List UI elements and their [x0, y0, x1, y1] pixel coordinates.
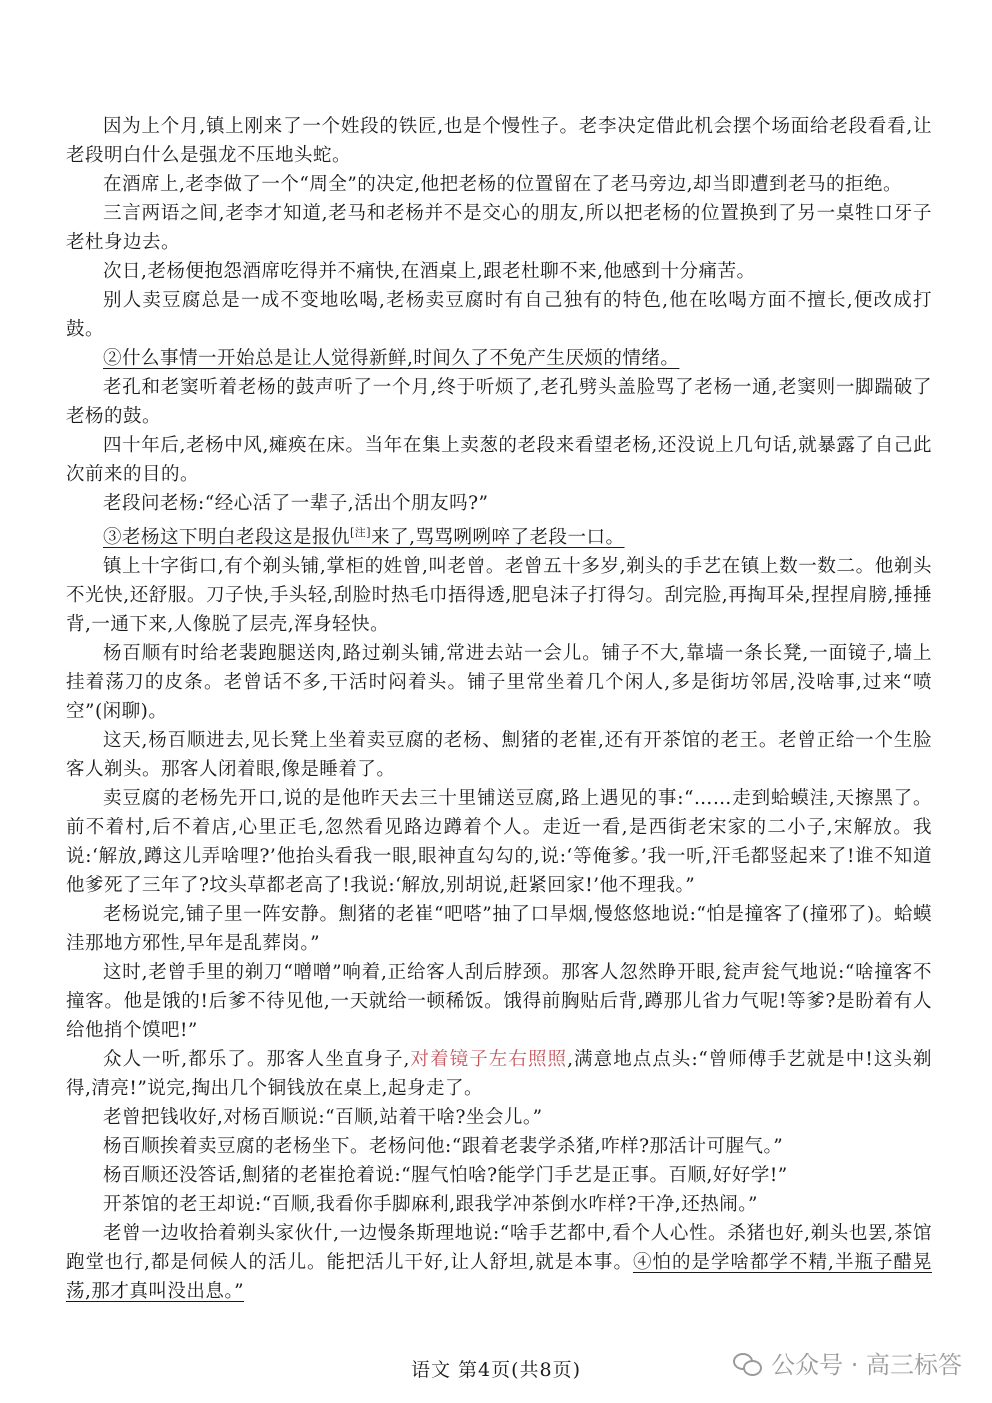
paragraph: 老孔和老窦听着老杨的鼓声听了一个月,终于听烦了,老孔劈头盖脸骂了老杨一通,老窦则一脚踹破了老杨的鼓。 [66, 377, 932, 427]
paragraph: 镇上十字街口,有个剃头铺,掌柜的姓曾,叫老曾。老曾五十多岁,剃头的手艺在镇上数一数二。他剃头不光快,还舒服。刀子快,手头轻,刮脸时热毛巾捂得透,肥皂沫子打得匀。刮完脸,再掏耳朵,捏捏肩膀,捶捶背,一通下来,人像脱了层壳,浑身轻快。 [66, 556, 932, 636]
underlined-sentence: ②什么事情一开始总是让人觉得新鲜,时间久了不免产生厌烦的情绪。 [103, 348, 680, 369]
watermark [733, 1345, 962, 1380]
paragraph: 卖豆腐的老杨先开口,说的是他昨天去三十里铺送豆腐,路上遇见的事:“……走到蛤蟆洼,天擦黑了。前不着村,后不着店,心里正毛,忽然看见路边蹲着个人。走近一看,是西街老宋家的二小子,宋解放。我说:‘解放,蹲这儿弄啥哩?’他抬头看我一眼,眼神直勾勾的,说:‘等俺爹。’我一听,汗毛都竖起来了!谁不知道他爹死了三年了?坟头草都老高了!我说:‘解放,别胡说,赶紧回家!’他不理我。” [66, 788, 932, 897]
sentence-part: 老曾一边收拾着剃头家伙什,一边慢条斯理地说:“啥手艺都中,看个人心性。杀猪也好,剃头也罢,茶馆跑堂也行,都是伺候人的活儿。能把活儿干好,让人舒坦,就是本事。 [66, 1223, 932, 1274]
paragraph: 三言两语之间,老李才知道,老马和老杨并不是交心的朋友,所以把老杨的位置换到了另一桌牲口牙子老杜身边去。 [66, 203, 932, 253]
paragraph: 杨百顺有时给老裴跑腿送肉,路过剃头铺,常进去站一会儿。铺子不大,靠墙一条长凳,一面镜子,墙上挂着荡刀的皮条。老曾话不多,干活时闷着头。铺子里常坐着几个闲人,多是街坊邻居,没啥事,过来“喷空”(闲聊)。 [66, 643, 932, 723]
paragraph: 开茶馆的老王却说:“百顺,我看你手脚麻利,跟我学冲茶倒水咋样?干净,还热闹。” [103, 1194, 758, 1216]
paragraph: 杨百顺还没答话,劁猪的老崔抢着说:“腥气怕啥?能学门手艺是正事。百顺,好好学!” [103, 1165, 788, 1187]
paragraph-underlined [66, 518, 932, 552]
paragraph: 这时,老曾手里的剃刀“噌噌”响着,正给客人刮后脖颈。那客人忽然睁开眼,瓮声瓮气地说:“啥撞客不撞客。他是饿的!后爹不待见他,一天就给一顿稀饭。饿得前胸贴后背,蹲那儿省力气呢!等爹?是盼着有人给他捎个馍吧!” [66, 962, 932, 1042]
underlined-sentence: ④怕的是学啥都学不精,半瓶子醋晃荡,那才真叫没出息。” [66, 1252, 932, 1303]
page-footer: 语文 第4页(共8页) [410, 1359, 582, 1381]
sentence-part: ③老杨这下明白老段这是报仇 [103, 527, 351, 549]
paragraph: 在酒席上,老李做了一个“周全”的决定,他把老杨的位置留在了老马旁边,却当即遭到老马的拒绝。 [103, 174, 903, 195]
paragraph [66, 1219, 932, 1306]
paragraph: 别人卖豆腐总是一成不变地吆喝,老杨卖豆腐时有自己独有的特色,他在吆喝方面不擅长,便改成打鼓。 [66, 290, 932, 340]
paragraph: 老曾把钱收好,对杨百顺说:“百顺,站着干啥?坐会儿。” [103, 1107, 543, 1129]
wechat-icon [733, 1351, 763, 1375]
paragraph: 老杨说完,铺子里一阵安静。劁猪的老崔“吧嗒”抽了口旱烟,慢悠悠地说:“怕是撞客了(撞邪了)。蛤蟆洼那地方邪性,早年是乱葬岗。” [66, 904, 932, 955]
paragraph [66, 1045, 932, 1103]
paragraph-underlined [66, 344, 932, 373]
sentence-part: 众人一听,都乐了。那客人坐直身子, [103, 1049, 410, 1071]
paragraph: 这天,杨百顺进去,见长凳上坐着卖豆腐的老杨、劁猪的老崔,还有开茶馆的老王。老曾正给一个生脸客人剃头。那客人闭着眼,像是睡着了。 [66, 730, 932, 781]
underlined-sentence [103, 527, 625, 548]
sentence-part: ,满意地点点头:“曾师傅手艺就是中!这头剃得,清亮!”说完,掏出几个铜钱放在桌上,起身走了。 [66, 1049, 932, 1100]
paragraph: 次日,老杨便抱怨酒席吃得并不痛快,在酒桌上,跟老杜聊不来,他感到十分痛苦。 [103, 261, 756, 282]
sentence-part: 来了,骂骂咧咧啐了老段一口。 [371, 527, 625, 549]
watermark-text: 公众号 · 高三标答 [771, 1351, 962, 1379]
paragraph: 老段问老杨:“经心活了一辈子,活出个朋友吗?” [103, 493, 489, 514]
paragraph: 四十年后,老杨中风,瘫痪在床。当年在集上卖葱的老段来看望老杨,还没说上几句话,就暴露了自己此次前来的目的。 [66, 435, 932, 485]
document-body [66, 112, 932, 1306]
footnote-marker: [注] [350, 526, 372, 539]
paragraph: 因为上个月,镇上刚来了一个姓段的铁匠,也是个慢性子。老李决定借此机会摆个场面给老段看看,让老段明白什么是强龙不压地头蛇。 [66, 116, 932, 166]
paragraph: 杨百顺挨着卖豆腐的老杨坐下。老杨问他:“跟着老裴学杀猪,咋样?那活计可腥气。” [103, 1136, 784, 1158]
highlighted-phrase: 对着镜子左右照照 [409, 1049, 568, 1071]
